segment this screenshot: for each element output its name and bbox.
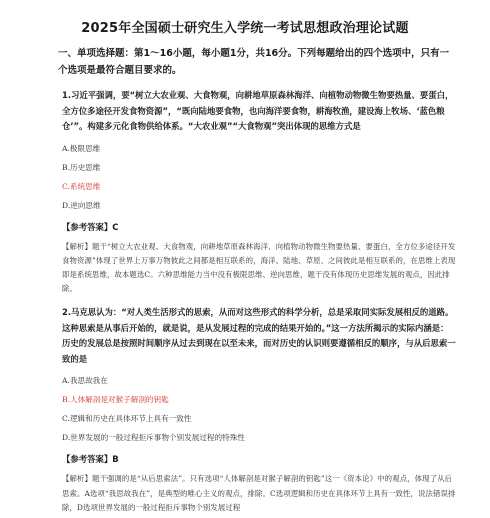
reference-answer: 【参考答案】B (62, 454, 119, 465)
question-stem: 2.马克思认为：“对人类生活形式的思索，从而对这些形式的科学分析，总是采取同实际发展相反的道路。这种思索是从事后开始的，就是说，是从发展过程的完成的结果开始的。”这一方法所揭示的实际内涵是：历史的发展总是按照时间顺序从过去到现在以至未来，而对历史的认识则要遵循相反的顺序，与从后思索一致的是 (62, 307, 456, 364)
option-b: B.历史思维 (62, 162, 101, 172)
question-2 (62, 305, 456, 515)
page-title: 2025年全国硕士研究生入学统一考试思想政治理论试题 (81, 21, 409, 36)
option-d: D.逆向思维 (62, 200, 101, 210)
option-c-correct: C.系统思维 (62, 181, 101, 191)
option-a: A.极限思维 (62, 143, 101, 153)
option-d: D.世界发展的一般过程拒斥事物个别发展过程的特殊性 (62, 433, 245, 443)
option-b-correct: B.人体解剖是对猴子解剖的钥匙 (62, 395, 169, 405)
question-1 (62, 88, 456, 296)
reference-answer: 【参考答案】C (62, 221, 119, 232)
analysis-text: 【解析】题干强调的是“从后思索法”。只有选项“人体解剖是对猴子解剖的钥匙”这一《资本论》中的观点，体现了从后思索。A选项“我思故我在”，是典型的唯心主义的观点，排除。C选项逻辑和历史在具体环节上具有一致性，说法错误排除，D选项世界发展的一般过程拒斥事物个别发展过程 (62, 474, 456, 512)
analysis-text: 【解析】题干“树立大农业观、大食物观，向耕地草原森林海洋、向植物动物微生物要热量、要蛋白，全方位多途径开发食物资源”体现了世界上万事万物彼此之间都是相互联系的，海洋、陆地、草原、之间彼此是相互联系的，在思维上表现即是系统思维，故本题选C。六种思维能力当中没有极限思维、逆向思维，题干没有体现历史思维发展的观点，因此排除。 (62, 241, 456, 294)
option-c: C.逻辑和历史在具体环节上具有一致性 (62, 414, 192, 424)
question-stem: 1.习近平强调，要“树立大农业观、大食物观，向耕地草原森林海洋、向植物动物微生物要热量、要蛋白，全方位多途径开发食物资源”，“既向陆地要食物，也向海洋要食物，耕海牧渔，建设海上牧场、‘蓝色粮仓’”。构建多元化食物供给体系。“大农业观”“大食物观”突出体现的思维方式是 (62, 90, 454, 131)
option-a: A.我思故我在 (62, 376, 108, 386)
section-heading: 一、单项选择题：第1～16小题，每小题1分，共16分。下列每题给出的四个选项中，只有一个选项是最符合题目要求的。 (58, 48, 450, 76)
